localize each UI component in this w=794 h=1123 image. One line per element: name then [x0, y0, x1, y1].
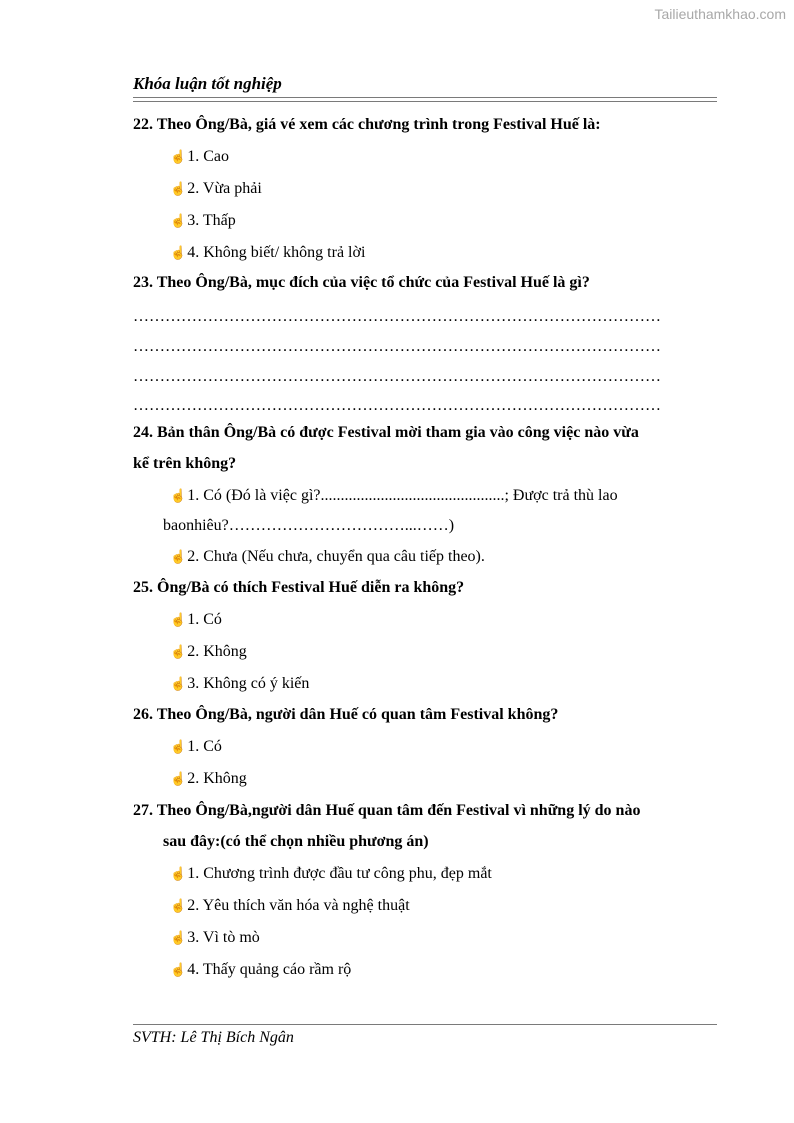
watermark: Tailieuthamkhao.com [654, 6, 786, 22]
question-26: 26. Theo Ông/Bà, người dân Huế có quan tâm Festival không? [133, 706, 559, 723]
page-header-title: Khóa luận tốt nghiệp [133, 74, 282, 93]
checkbox-icon[interactable]: ☝ [170, 612, 187, 627]
q25-option-1[interactable]: ☝1. Có [170, 611, 222, 628]
checkbox-icon[interactable]: ☝ [170, 898, 187, 913]
q24-option-1[interactable]: ☝1. Có (Đó là việc gì?..............................................; Được trả thù lao [170, 487, 618, 504]
question-25: 25. Ông/Bà có thích Festival Huế diễn ra không? [133, 579, 465, 596]
checkbox-icon[interactable]: ☝ [170, 149, 187, 164]
checkbox-icon[interactable]: ☝ [170, 771, 187, 786]
answer-line-3[interactable]: ……………………………………………………………………………………… [133, 368, 661, 385]
checkbox-icon[interactable]: ☝ [170, 644, 187, 659]
question-24-cont: kể trên không? [133, 455, 237, 472]
q22-option-1[interactable]: ☝1. Cao [170, 148, 229, 165]
question-23: 23. Theo Ông/Bà, mục đích của việc tổ chức của Festival Huế là gì? [133, 274, 590, 291]
q22-option-2[interactable]: ☝2. Vừa phải [170, 180, 262, 197]
answer-line-2[interactable]: ……………………………………………………………………………………… [133, 338, 661, 355]
checkbox-icon[interactable]: ☝ [170, 549, 187, 564]
q24-option-1-cont: baonhiêu?……………………………...……) [163, 517, 455, 534]
checkbox-icon[interactable]: ☝ [170, 930, 187, 945]
checkbox-icon[interactable]: ☝ [170, 676, 187, 691]
header-divider [133, 97, 717, 102]
q27-option-2[interactable]: ☝2. Yêu thích văn hóa và nghệ thuật [170, 897, 410, 914]
checkbox-icon[interactable]: ☝ [170, 488, 187, 503]
question-22: 22. Theo Ông/Bà, giá vé xem các chương trình trong Festival Huế là: [133, 116, 601, 133]
checkbox-icon[interactable]: ☝ [170, 739, 187, 754]
q26-option-2[interactable]: ☝2. Không [170, 770, 247, 787]
q27-option-1[interactable]: ☝1. Chương trình được đầu tư công phu, đẹp mắt [170, 865, 492, 882]
checkbox-icon[interactable]: ☝ [170, 866, 187, 881]
footer-divider [133, 1024, 717, 1025]
answer-line-1[interactable]: ……………………………………………………………………………………… [133, 308, 661, 325]
question-24: 24. Bản thân Ông/Bà có được Festival mời tham gia vào công việc nào vừa [133, 424, 639, 441]
q26-option-1[interactable]: ☝1. Có [170, 738, 222, 755]
answer-line-4[interactable]: ……………………………………………………………………………………… [133, 397, 661, 414]
q25-option-3[interactable]: ☝3. Không có ý kiến [170, 675, 310, 692]
q27-option-3[interactable]: ☝3. Vì tò mò [170, 929, 260, 946]
checkbox-icon[interactable]: ☝ [170, 962, 187, 977]
q24-option-2[interactable]: ☝2. Chưa (Nếu chưa, chuyển qua câu tiếp theo). [170, 548, 485, 565]
checkbox-icon[interactable]: ☝ [170, 213, 187, 228]
checkbox-icon[interactable]: ☝ [170, 181, 187, 196]
q22-option-4[interactable]: ☝4. Không biết/ không trả lời [170, 244, 366, 261]
checkbox-icon[interactable]: ☝ [170, 245, 187, 260]
question-27: 27. Theo Ông/Bà,người dân Huế quan tâm đến Festival vì những lý do nào [133, 802, 641, 819]
q25-option-2[interactable]: ☝2. Không [170, 643, 247, 660]
q22-option-3[interactable]: ☝3. Thấp [170, 212, 236, 229]
question-27-cont: sau đây:(có thể chọn nhiều phương án) [163, 833, 429, 850]
footer-author: SVTH: Lê Thị Bích Ngân [133, 1029, 294, 1046]
q27-option-4[interactable]: ☝4. Thấy quảng cáo rầm rộ [170, 961, 352, 978]
